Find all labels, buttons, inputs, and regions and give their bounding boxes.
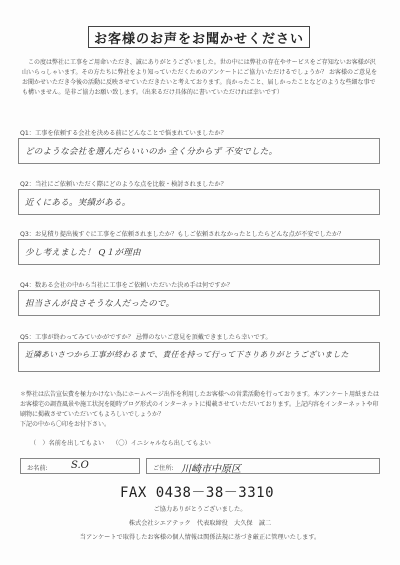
consent-options <box>30 438 217 447</box>
thanks-text: ご協力ありがとうございました。 <box>153 506 247 513</box>
option-full-name[interactable]: （ ）名前を出してもよい <box>30 440 105 447</box>
intro-text <box>22 58 380 98</box>
answer-box-2 <box>18 189 380 215</box>
consent-notes <box>20 390 382 430</box>
answer-box-1 <box>18 138 380 164</box>
page-title: お客様のお声をお聞かせください <box>88 26 310 48</box>
question-1: Q1：工事を依頼する会社を決める前にどんなことで悩まれていましたか？ <box>20 130 227 137</box>
question-2: Q2：当社にご依頼いただく際にどのような点を比較・検討されましたか？ <box>20 181 227 188</box>
fax-number: FAX 0438－38－3310 <box>120 485 275 501</box>
notes-text: ＊弊社は広告宣伝費を極力かけない為にホームページ出作を利用したお客様への営業活動を行っております。本アンケート用紙またはお客様宅の調査風景や施工状況を随時ブログ形式のインターネットに掲載させていただいております。上記内容をインターネットや印刷物に掲載させていただいてもよろしいでしょうか？ <box>20 391 380 418</box>
options-prompt: 下記の中から〇印をお付下さい。 <box>20 421 111 428</box>
option-initials[interactable]: （〇）イニシャルなら出してもよい <box>112 440 211 447</box>
answer-4: 担当さんが良さそうな人だったので。 <box>25 299 175 309</box>
question-5: Q5：工事が終わってみていかがですか？ 忌憚のないご意見を頂戴できましたら幸いです。 <box>20 334 272 341</box>
address-field <box>146 458 380 474</box>
answer-box-4 <box>18 290 380 316</box>
answer-box-3 <box>18 239 380 265</box>
name-label: お名前: <box>27 465 48 472</box>
intro-paragraph: この度は弊社に工事をご用命いただき、誠にありがとうございました。世の中には弊社の存在やサービスをご存知ないお客様が沢山いらっしゃいます。その方たちに弊社をより知っていただくためのアンケートにご協力いただけるでしょうか？ お客様のご意見をお聞かせいただき今後の活動に反映させていただきたいと考えております。良かったこと、届しかったことなどのような些細な事でも構いません。是非ご協力お願い致します。（出来るだけ具体的に書いていただければ幸いです） <box>22 59 378 96</box>
company-signature: 株式会社シエアテック 代表取締役 大久保 誠二 <box>128 520 272 527</box>
question-4: Q4：数ある会社の中から当社に工事をご依頼いただいた決め手は何ですか？ <box>20 282 233 289</box>
address-value: 川崎市中原区 <box>181 464 241 475</box>
name-field <box>20 458 140 474</box>
answer-2: 近くにある。実績がある。 <box>25 198 131 208</box>
address-label: ご住所: <box>153 465 174 472</box>
question-3: Q3：お見積り提出後すぐに工事をご依頼されましたか？もしご依頼されなかったとしたらどんな点が不安でしたか？ <box>20 231 345 238</box>
answer-1: どのような会社を選んだらいいのか 全く分からず 不安でした。 <box>25 147 278 157</box>
name-value: S.O <box>71 460 89 471</box>
answer-5: 近隣あいさつから工事が終わるまで、責任を持って行って下さりありがとうございました <box>25 350 349 359</box>
answer-3: 少し考えました！ Q１が理由 <box>25 248 141 258</box>
privacy-notice: 当アンケートで取得したお客様の個人情報は関係法規に基づき厳正に管理いたします。 <box>79 534 321 541</box>
answer-box-5 <box>18 342 380 372</box>
